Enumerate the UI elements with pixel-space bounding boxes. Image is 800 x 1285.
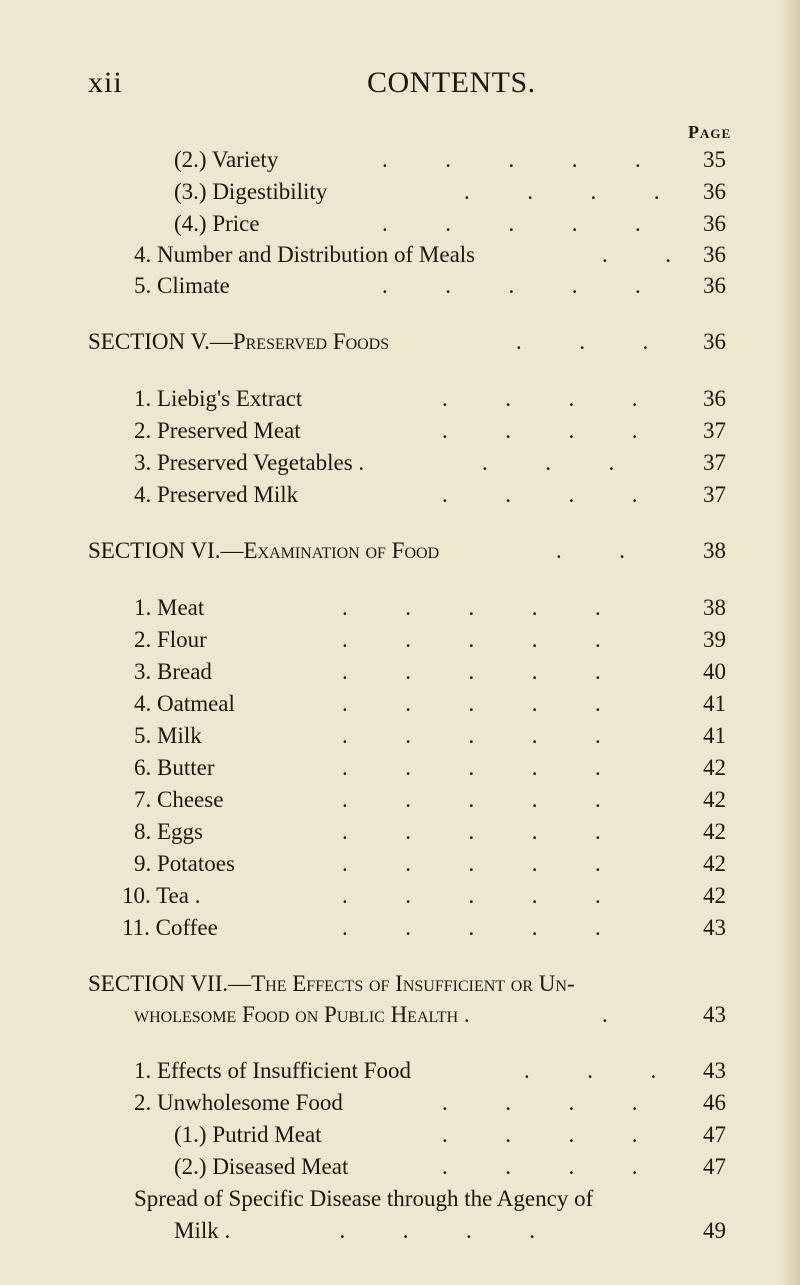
leader-dots: . bbox=[602, 1002, 608, 1027]
entry-page: 49 bbox=[703, 1218, 726, 1243]
entry-label: (1.) Putrid Meat bbox=[174, 1122, 322, 1147]
section-title-continued: wholesome Food on Public Health . bbox=[134, 1002, 470, 1027]
leader-dots: . . . . . bbox=[342, 627, 601, 652]
entry-page: 37 bbox=[703, 418, 726, 443]
entry-label: 6. Butter bbox=[134, 755, 215, 780]
leader-dots: . . . . bbox=[464, 179, 660, 204]
entry-label: 7. Cheese bbox=[134, 787, 224, 812]
entry-page: 46 bbox=[703, 1090, 726, 1115]
page-edge-shadow bbox=[778, 0, 800, 1285]
leader-dots: . . . . . bbox=[342, 883, 601, 908]
leader-dots: . . . . . bbox=[382, 273, 641, 298]
entry-label: 11. Coffee bbox=[122, 915, 218, 940]
leader-dots: . . . . . bbox=[342, 595, 601, 620]
leader-dots: . . . . . bbox=[342, 755, 601, 780]
entry-label: 2. Unwholesome Food bbox=[134, 1090, 343, 1115]
entry-label: 5. Milk bbox=[134, 723, 202, 748]
page-title: CONTENTS. bbox=[367, 66, 536, 99]
entry-label: 4. Preserved Milk bbox=[134, 482, 299, 507]
leader-dots: . . bbox=[602, 242, 671, 267]
entry-label: 4. Number and Distribution of Meals bbox=[134, 242, 476, 267]
entry-label: 1. Meat bbox=[134, 595, 205, 620]
leader-dots: . . . . bbox=[442, 1154, 638, 1179]
page-number: xii bbox=[88, 66, 123, 99]
entry-page: 42 bbox=[703, 819, 726, 844]
leader-dots: . . bbox=[556, 538, 625, 563]
entry-label: Spread of Specific Disease through the Agency of bbox=[134, 1186, 594, 1211]
entry-page: 36 bbox=[703, 386, 726, 411]
leader-dots: . . . . . bbox=[342, 723, 601, 748]
leader-dots: . . . . . bbox=[342, 691, 601, 716]
entry-page: 42 bbox=[703, 883, 726, 908]
entry-label: 9. Potatoes bbox=[134, 851, 235, 876]
leader-dots: . . . . bbox=[442, 386, 638, 411]
leader-dots: . . . . bbox=[442, 482, 638, 507]
entry-page: 42 bbox=[703, 755, 726, 780]
entry-page: 36 bbox=[703, 273, 726, 298]
entry-label: (2.) Diseased Meat bbox=[174, 1154, 349, 1179]
entry-page: 42 bbox=[703, 851, 726, 876]
entry-page: 41 bbox=[703, 723, 726, 748]
entry-label: 3. Preserved Vegetables . bbox=[134, 450, 365, 475]
leader-dots: . . . . . bbox=[342, 851, 601, 876]
leader-dots: . . . . . bbox=[342, 819, 601, 844]
entry-label: 3. Bread bbox=[134, 659, 212, 684]
entry-label: (4.) Price bbox=[174, 211, 260, 236]
leader-dots: . . . . . bbox=[342, 659, 601, 684]
leader-dots: . . . . . bbox=[342, 787, 601, 812]
entry-page: 42 bbox=[703, 787, 726, 812]
entry-label: 1. Liebig's Extract bbox=[134, 386, 303, 411]
entry-page: 47 bbox=[703, 1154, 726, 1179]
entry-page: 47 bbox=[703, 1122, 726, 1147]
leader-dots: . . . . bbox=[282, 1218, 535, 1243]
entry-label: 2. Preserved Meat bbox=[134, 418, 301, 443]
entry-label: (2.) Variety bbox=[174, 147, 279, 172]
entry-page: 43 bbox=[703, 1058, 726, 1083]
entry-page: 41 bbox=[703, 691, 726, 716]
page-column-label: Page bbox=[688, 122, 732, 142]
entry-label: Milk . bbox=[174, 1218, 231, 1243]
entry-label: 4. Oatmeal bbox=[134, 691, 235, 716]
entry-page: 35 bbox=[703, 147, 726, 172]
leader-dots: . . . . . bbox=[342, 915, 601, 940]
section-title: SECTION VII.—The Effects of Insufficient or Un- bbox=[88, 971, 575, 996]
leader-dots: . . . . bbox=[442, 1090, 638, 1115]
entry-label: (3.) Digestibility bbox=[174, 179, 328, 204]
leader-dots: . . . . bbox=[442, 1122, 638, 1147]
entry-label: 1. Effects of Insufficient Food bbox=[134, 1058, 412, 1083]
entry-page: 36 bbox=[703, 329, 726, 354]
leader-dots: . . . bbox=[524, 1058, 657, 1083]
entry-page: 36 bbox=[703, 211, 726, 236]
section-title: SECTION V.—Preserved Foods bbox=[88, 329, 390, 354]
leader-dots: . . . . . bbox=[382, 211, 641, 236]
entry-page: 38 bbox=[703, 538, 726, 563]
entry-label: 8. Eggs bbox=[134, 819, 203, 844]
leader-dots: . . . . . bbox=[382, 147, 641, 172]
entry-page: 43 bbox=[703, 1002, 726, 1027]
entry-page: 40 bbox=[703, 659, 726, 684]
entry-page: 38 bbox=[703, 595, 726, 620]
leader-dots: . . . bbox=[482, 450, 615, 475]
entry-label: 10. Tea . bbox=[122, 883, 201, 908]
entry-page: 39 bbox=[703, 627, 726, 652]
entry-label: 5. Climate bbox=[134, 273, 230, 298]
entry-label: 2. Flour bbox=[134, 627, 207, 652]
section-title: SECTION VI.—Examination of Food bbox=[88, 538, 440, 563]
leader-dots: . . . bbox=[516, 329, 649, 354]
entry-page: 37 bbox=[703, 450, 726, 475]
entry-page: 37 bbox=[703, 482, 726, 507]
leader-dots: . . . . bbox=[442, 418, 638, 443]
entry-page: 43 bbox=[703, 915, 726, 940]
entry-page: 36 bbox=[703, 242, 726, 267]
entry-page: 36 bbox=[703, 179, 726, 204]
